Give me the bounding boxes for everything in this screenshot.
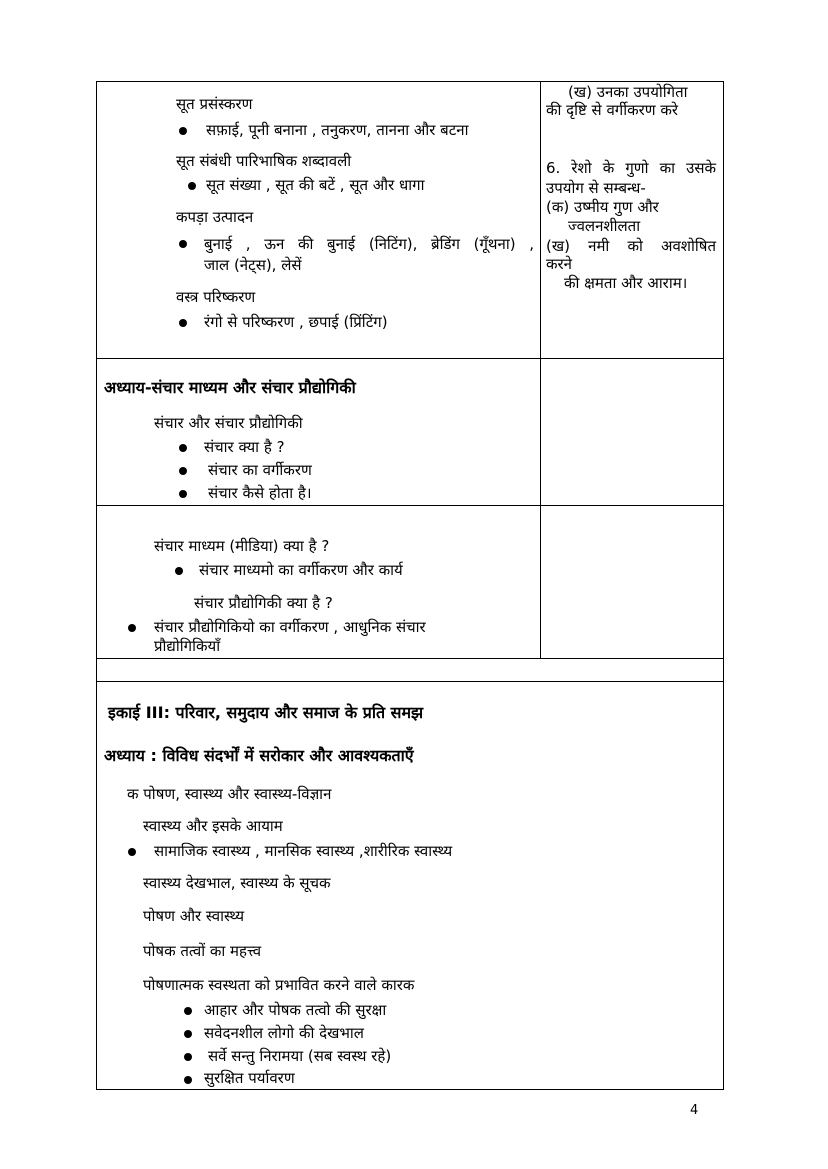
page-number: 4 bbox=[690, 1103, 699, 1118]
list-item: सफ़ाई, पूनी बनाना , तनुकरण, तानना और बटना bbox=[206, 121, 469, 139]
heading-nutrition-health: पोषण और स्वास्थ्य bbox=[143, 907, 245, 925]
heading-nutrition-factors: पोषणात्मक स्वस्थता को प्रभावित करने वाले कारक bbox=[143, 976, 415, 994]
bullet-icon bbox=[188, 182, 196, 190]
heading-fabric-finishing: वस्त्र परिष्करण bbox=[176, 288, 256, 306]
heading-yarn-processing: सूत प्रसंस्करण bbox=[176, 95, 253, 113]
list-item: सूत संख्या , सूत की बटें , सूत और धागा bbox=[206, 176, 425, 194]
list-item: आहार और पोषक तत्वो की सुरक्षा bbox=[204, 1001, 387, 1019]
bullet-icon bbox=[184, 1007, 192, 1015]
right-col-line-3: 6. रेशो के गुणो का उसके bbox=[546, 159, 716, 177]
right-col-line-1: (ख) उनका उपयोगिता bbox=[568, 83, 688, 101]
right-col-line-4: उपयोग से सम्बन्ध- bbox=[546, 179, 646, 197]
bullet-icon bbox=[175, 567, 183, 575]
right-col-line-7: (ख) नमी को अवशोषित bbox=[546, 237, 716, 255]
bullet-icon bbox=[179, 240, 187, 248]
right-col-line-6: ज्वलनशीलता bbox=[568, 217, 641, 235]
chapter-title: अध्याय-संचार माध्यम और संचार प्रौद्योगिकी bbox=[104, 378, 356, 397]
unit-title: इकाई III: परिवार, समुदाय और समाज के प्रति समझ bbox=[108, 703, 424, 722]
list-item-continued: प्रौद्योगिकियाँ bbox=[154, 637, 221, 655]
heading-health-care: स्वास्थ्य देखभाल, स्वास्थ्य के सूचक bbox=[143, 874, 331, 892]
bullet-icon bbox=[179, 127, 187, 135]
bullet-icon bbox=[128, 624, 136, 632]
right-col-line-9: की क्षमता और आराम। bbox=[564, 274, 688, 292]
heading-comm-technology: संचार प्रौद्योगिकी क्या है ? bbox=[194, 594, 333, 612]
list-item: संचार कैसे होता है। bbox=[208, 484, 312, 502]
list-item: सर्वे सन्तु निरामया (सब स्वस्थ रहे) bbox=[208, 1047, 392, 1065]
list-item-continued: जाल (नेट्स), लेसें bbox=[204, 256, 302, 274]
heading-media: संचार माध्यम (मीडिया) क्या है ? bbox=[154, 537, 330, 555]
list-item: सवेदनशील लोगो की देखभाल bbox=[204, 1024, 364, 1042]
right-col-line-5: (क) उष्मीय गुण और bbox=[546, 198, 659, 216]
column-divider bbox=[540, 81, 541, 659]
bullet-icon bbox=[184, 1030, 192, 1038]
list-item: संचार माध्यमो का वर्गीकरण और कार्य bbox=[199, 561, 403, 579]
heading-fabric-production: कपड़ा उत्पादन bbox=[176, 208, 254, 226]
table-row-4 bbox=[96, 658, 724, 682]
bullet-icon bbox=[184, 1076, 192, 1084]
bullet-icon bbox=[179, 467, 187, 475]
chapter-title: अध्याय : विविध संदर्भों में सरोकार और आवश्यकताएँ bbox=[104, 746, 414, 765]
list-item: संचार क्या है ? bbox=[204, 438, 285, 456]
list-item: बुनाई , ऊन की बुनाई (निटिंग), ब्रेडिंग (गूँथना) , bbox=[204, 235, 534, 253]
list-item: रंगो से परिष्करण , छपाई (प्रिंटिंग) bbox=[204, 313, 388, 331]
right-col-line-8: करने bbox=[546, 255, 572, 273]
heading-communication: संचार और संचार प्रौद्योगिकी bbox=[154, 414, 303, 432]
heading-health-dimensions: स्वास्थ्य और इसके आयाम bbox=[143, 817, 283, 835]
list-item: संचार प्रौद्योगिकियो का वर्गीकरण , आधुनिक संचार bbox=[154, 618, 426, 636]
bullet-icon bbox=[184, 1053, 192, 1061]
right-col-line-2: की दृष्टि से वर्गीकरण करे bbox=[546, 101, 679, 119]
bullet-icon bbox=[179, 319, 187, 327]
heading-nutrients: पोषक तत्वों का महत्त्व bbox=[143, 942, 262, 960]
bullet-icon bbox=[179, 490, 187, 498]
heading-yarn-terms: सूत संबंधी पारिभाषिक शब्दावली bbox=[176, 152, 352, 170]
list-item: सुरक्षित पर्यावरण bbox=[204, 1069, 295, 1087]
subsection-title: क पोषण, स्वास्थ्य और स्वास्थ्य-विज्ञान bbox=[127, 785, 332, 803]
bullet-icon bbox=[128, 848, 136, 856]
list-item: सामाजिक स्वास्थ्य , मानसिक स्वास्थ्य ,शारीरिक स्वास्थ्य bbox=[154, 842, 453, 860]
bullet-icon bbox=[179, 444, 187, 452]
list-item: संचार का वर्गीकरण bbox=[208, 461, 312, 479]
